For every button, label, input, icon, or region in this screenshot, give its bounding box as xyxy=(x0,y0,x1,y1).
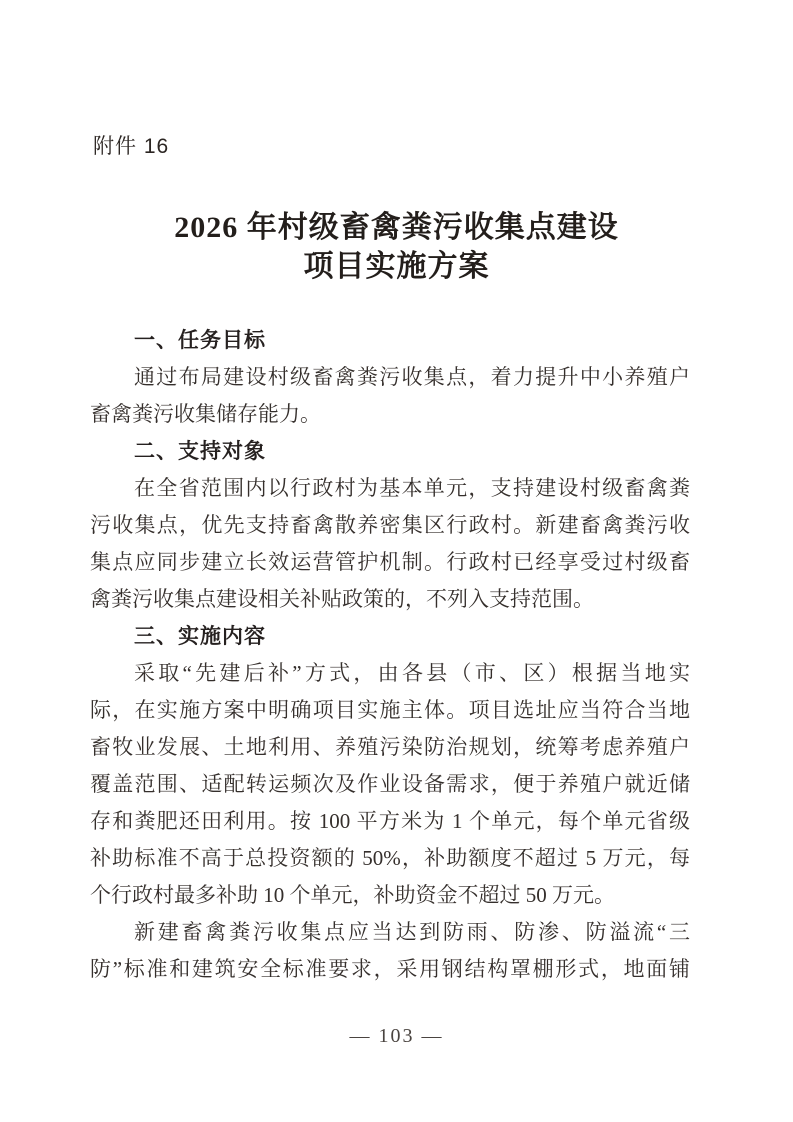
paragraph-line: 在全省范围内以行政村为基本单元，支持建设村级畜禽粪 xyxy=(134,476,690,500)
document-body xyxy=(90,322,690,988)
paragraph-line: 防”标准和建筑安全标准要求，采用钢结构罩棚形式，地面铺 xyxy=(90,957,690,981)
page-number: — 103 — xyxy=(349,1025,444,1047)
document-title-line2: 项目实施方案 xyxy=(303,250,490,283)
paragraph-line: 畜牧业发展、土地利用、养殖污染防治规划，统筹考虑养殖户 xyxy=(90,735,690,759)
paragraph-line: 新建畜禽粪污收集点应当达到防雨、防渗、防溢流“三 xyxy=(134,920,690,944)
paragraph-line: 污收集点，优先支持畜禽散养密集区行政村。新建畜禽粪污收 xyxy=(90,513,690,537)
section-heading: 三、实施内容 xyxy=(134,625,266,648)
paragraph-line: 个行政村最多补助 10 个单元，补助资金不超过 50 万元。 xyxy=(90,883,615,907)
paragraph-line: 际，在实施方案中明确项目实施主体。项目选址应当符合当地 xyxy=(90,698,690,722)
paragraph-line: 集点应同步建立长效运营管护机制。行政村已经享受过村级畜 xyxy=(90,550,690,574)
paragraph-line: 通过布局建设村级畜禽粪污收集点，着力提升中小养殖户 xyxy=(134,365,690,389)
paragraph-line: 禽粪污收集点建设相关补贴政策的，不列入支持范围。 xyxy=(90,587,594,611)
paragraph-line: 采取“先建后补”方式，由各县（市、区）根据当地实 xyxy=(134,661,690,685)
document-title xyxy=(0,208,793,286)
paragraph-line: 覆盖范围、适配转运频次及作业设备需求，便于养殖户就近储 xyxy=(90,772,690,796)
paragraph-line: 畜禽粪污收集储存能力。 xyxy=(90,402,321,426)
document-title-line1: 2026 年村级畜禽粪污收集点建设 xyxy=(174,211,619,244)
section-heading: 一、任务目标 xyxy=(134,329,266,352)
attachment-label: 附件 16 xyxy=(93,135,170,158)
section-heading: 二、支持对象 xyxy=(134,440,266,463)
paragraph-line: 存和粪肥还田利用。按 100 平方米为 1 个单元，每个单元省级 xyxy=(90,809,690,833)
paragraph-line: 补助标准不高于总投资额的 50%，补助额度不超过 5 万元，每 xyxy=(90,846,690,870)
